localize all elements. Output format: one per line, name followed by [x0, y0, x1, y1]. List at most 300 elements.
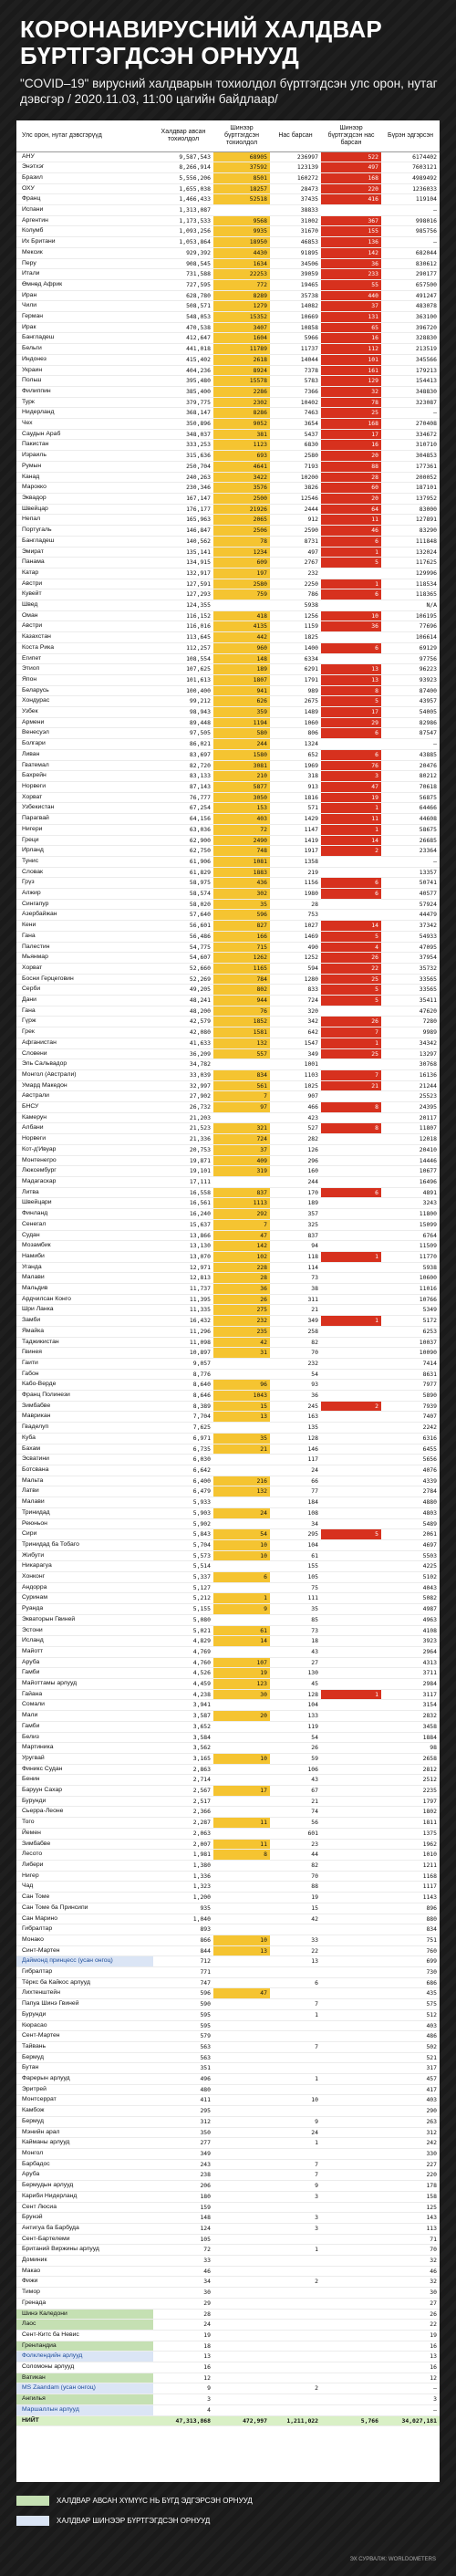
table-row: [16, 985, 440, 996]
cell-recovered: –: [381, 408, 440, 419]
table-row: [16, 579, 440, 589]
cell-cases: 32,997: [153, 1080, 213, 1091]
cell-recovered: 3: [381, 2394, 440, 2405]
cell-new-deaths: [321, 1262, 381, 1273]
cell-new-cases: 20: [213, 1711, 270, 1722]
cell-new-deaths: 20: [321, 494, 381, 505]
cell-recovered: 760: [381, 1945, 440, 1956]
cell-cases: 67,254: [153, 803, 213, 814]
cell-new-cases: 2618: [213, 354, 270, 365]
cell-new-deaths: 36: [321, 621, 381, 632]
cell-country: Итали: [16, 269, 153, 280]
cell-deaths: 163: [270, 1412, 321, 1423]
cell-new-deaths: [321, 1006, 381, 1017]
cell-country: Норвеги: [16, 1134, 153, 1145]
cell-deaths: 2590: [270, 526, 321, 537]
table-row: [16, 536, 440, 547]
cell-recovered: 3923: [381, 1636, 440, 1647]
cell-recovered: 98: [381, 1743, 440, 1754]
cell-recovered: 1211: [381, 1861, 440, 1872]
cell-deaths: 27: [270, 1657, 321, 1668]
table-row: [16, 1924, 440, 1935]
cell-new-cases: [213, 2223, 270, 2234]
table-row: [16, 1775, 440, 1786]
cell-deaths: 295: [270, 1529, 321, 1540]
cell-country: Доминик: [16, 2256, 153, 2267]
table-row: [16, 2052, 440, 2063]
cell-deaths: 111: [270, 1593, 321, 1604]
table-row: [16, 151, 440, 162]
cell-cases: 727,595: [153, 279, 213, 290]
cell-cases: 349: [153, 2148, 213, 2159]
cell-new-deaths: [321, 1882, 381, 1893]
cell-deaths: 105: [270, 1572, 321, 1583]
cell-new-cases: 2580: [213, 579, 270, 589]
cell-new-deaths: [321, 1326, 381, 1337]
table-row: [16, 1903, 440, 1914]
table-row: [16, 2266, 440, 2277]
cell-deaths: 282: [270, 1134, 321, 1145]
cell-deaths: 258: [270, 1326, 321, 1337]
cell-deaths: 3: [270, 2223, 321, 2234]
cell-new-deaths: [321, 1433, 381, 1444]
cell-new-deaths: [321, 1198, 381, 1209]
cell-new-cases: 30: [213, 1689, 270, 1700]
cell-deaths: 245: [270, 1401, 321, 1412]
cell-cases: 496: [153, 2074, 213, 2085]
cell-deaths: 184: [270, 1497, 321, 1508]
cell-new-deaths: 5: [321, 985, 381, 996]
cell-country: Бельги: [16, 344, 153, 355]
cell-deaths: 14044: [270, 354, 321, 365]
table-row: [16, 2245, 440, 2256]
table-row: [16, 2320, 440, 2331]
cell-new-deaths: [321, 1091, 381, 1102]
cell-deaths: 466: [270, 1102, 321, 1113]
cell-new-deaths: [321, 1059, 381, 1070]
cell-new-deaths: 6: [321, 728, 381, 739]
cell-new-cases: [213, 2213, 270, 2224]
cell-new-cases: 4135: [213, 621, 270, 632]
cell-cases: 4,459: [153, 1679, 213, 1690]
cell-recovered: 32: [381, 2277, 440, 2288]
table-row: [16, 1038, 440, 1048]
cell-new-deaths: 4: [321, 942, 381, 953]
cell-recovered: 187101: [381, 483, 440, 494]
cell-cases: 167,147: [153, 494, 213, 505]
cell-country: Руанда: [16, 1604, 153, 1615]
cell-new-deaths: 220: [321, 183, 381, 194]
cell-new-cases: [213, 1112, 270, 1123]
table-row: [16, 867, 440, 878]
table-row: [16, 2159, 440, 2170]
table-row: [16, 1476, 440, 1486]
cell-new-cases: 123: [213, 1679, 270, 1690]
cell-new-cases: 7: [213, 1091, 270, 1102]
cell-new-deaths: [321, 2213, 381, 2224]
cell-new-cases: [213, 2288, 270, 2299]
table-row: [16, 226, 440, 237]
cell-new-deaths: [321, 1614, 381, 1625]
table-row: [16, 1796, 440, 1807]
cell-recovered: 5938: [381, 1262, 440, 1273]
cell-cases: 1,380: [153, 1861, 213, 1872]
cell-new-cases: 107: [213, 1657, 270, 1668]
cell-recovered: 44608: [381, 814, 440, 825]
cell-new-cases: 1043: [213, 1391, 270, 1402]
table-row: [16, 1871, 440, 1882]
cell-deaths: 73: [270, 1625, 321, 1636]
cell-deaths: 7463: [270, 408, 321, 419]
cell-recovered: 83290: [381, 526, 440, 537]
cell-country: Гана: [16, 1006, 153, 1017]
cell-country: Гваделуп: [16, 1423, 153, 1434]
table-row: [16, 600, 440, 611]
cell-new-deaths: 32: [321, 386, 381, 397]
cell-cases: 116,016: [153, 621, 213, 632]
cell-new-cases: 132: [213, 1486, 270, 1497]
cell-country: Непал: [16, 515, 153, 526]
cell-new-cases: [213, 2191, 270, 2202]
table-row: [16, 835, 440, 846]
cell-cases: 595: [153, 2009, 213, 2020]
cell-new-cases: 2500: [213, 494, 270, 505]
total-new-deaths: 5,766: [321, 2415, 381, 2426]
cell-deaths: 33: [270, 1935, 321, 1945]
cell-new-cases: [213, 1967, 270, 1978]
col-header-new-cases: Шинээр бүртгэгдсэн тохиолдол: [213, 120, 270, 151]
cell-deaths: 22: [270, 1945, 321, 1956]
cell-new-deaths: [321, 2084, 381, 2095]
cell-new-cases: 724: [213, 1134, 270, 1145]
cell-deaths: 349: [270, 1048, 321, 1059]
cell-deaths: 23: [270, 1839, 321, 1850]
cell-recovered: 328830: [381, 333, 440, 344]
cell-country: Сан Томе ба Принсипи: [16, 1903, 153, 1914]
cell-recovered: 1375: [381, 1828, 440, 1839]
cell-new-cases: 8501: [213, 172, 270, 183]
cell-new-cases: 3422: [213, 472, 270, 483]
cell-new-deaths: [321, 1828, 381, 1839]
table-row: [16, 1358, 440, 1369]
cell-country: Брунэй: [16, 2213, 153, 2224]
cell-new-cases: [213, 1732, 270, 1743]
cell-deaths: 497: [270, 547, 321, 558]
cell-new-deaths: [321, 1572, 381, 1583]
cell-new-deaths: [321, 1284, 381, 1295]
cell-country: АНУ: [16, 151, 153, 162]
cell-recovered: 4880: [381, 1497, 440, 1508]
cell-cases: 379,775: [153, 397, 213, 408]
cell-new-cases: [213, 1646, 270, 1657]
cell-new-cases: 693: [213, 451, 270, 462]
cell-country: Серби: [16, 985, 153, 996]
cell-new-cases: [213, 1059, 270, 1070]
cell-new-deaths: 8: [321, 1123, 381, 1134]
cell-new-cases: [213, 1455, 270, 1465]
cell-country: Энэтхэг: [16, 162, 153, 173]
table-row: [16, 2362, 440, 2373]
cell-new-deaths: 6: [321, 749, 381, 760]
cell-new-cases: [213, 2373, 270, 2383]
table-row: [16, 2256, 440, 2267]
cell-cases: 148: [153, 2213, 213, 2224]
cell-deaths: 318: [270, 771, 321, 782]
cell-cases: 76,777: [153, 792, 213, 803]
cell-deaths: 21: [270, 1305, 321, 1316]
cell-new-cases: [213, 2202, 270, 2213]
cell-new-cases: 275: [213, 1305, 270, 1316]
cell-new-deaths: [321, 1753, 381, 1764]
cell-cases: 54,607: [153, 953, 213, 964]
cell-country: Сенегал: [16, 1219, 153, 1230]
cell-new-deaths: [321, 1177, 381, 1188]
table-row: [16, 215, 440, 226]
table-row: [16, 1433, 440, 1444]
cell-new-cases: 9935: [213, 226, 270, 237]
cell-cases: 350: [153, 2127, 213, 2138]
table-row: [16, 547, 440, 558]
cell-deaths: 85: [270, 1614, 321, 1625]
cell-cases: 132,917: [153, 568, 213, 579]
cell-country: Антигуа ба Барбуда: [16, 2223, 153, 2234]
cell-country: Франц Полинези: [16, 1391, 153, 1402]
cell-recovered: 30768: [381, 1059, 440, 1070]
table-row: [16, 728, 440, 739]
table-row: [16, 312, 440, 323]
cell-new-cases: [213, 205, 270, 216]
cell-new-deaths: [321, 2138, 381, 2149]
table-row: [16, 1625, 440, 1636]
cell-cases: 176,177: [153, 504, 213, 515]
cell-deaths: 73: [270, 1273, 321, 1284]
cell-cases: 866: [153, 1935, 213, 1945]
cell-new-deaths: 17: [321, 707, 381, 718]
cell-new-cases: 715: [213, 942, 270, 953]
cell-cases: 19,101: [153, 1166, 213, 1177]
cell-recovered: 22: [381, 2320, 440, 2331]
table-row: [16, 771, 440, 782]
cell-new-deaths: 3: [321, 771, 381, 782]
cell-recovered: 521: [381, 2052, 440, 2063]
cell-new-cases: 359: [213, 707, 270, 718]
cell-cases: 159: [153, 2202, 213, 2213]
cell-new-deaths: [321, 1465, 381, 1476]
cell-new-cases: 47: [213, 1988, 270, 1999]
cell-new-deaths: [321, 1518, 381, 1529]
table-row: [16, 931, 440, 942]
table-row: [16, 1764, 440, 1775]
cell-deaths: 28: [270, 899, 321, 910]
cell-deaths: [270, 2404, 321, 2415]
cell-cases: 385,400: [153, 386, 213, 397]
cell-new-cases: [213, 2106, 270, 2117]
cell-cases: 42,080: [153, 1027, 213, 1038]
cell-country: Финланд: [16, 1209, 153, 1220]
table-row: [16, 803, 440, 814]
cell-deaths: 10402: [270, 397, 321, 408]
cell-recovered: 106195: [381, 610, 440, 621]
table-row: [16, 2404, 440, 2415]
legend-swatch-blue: [16, 2516, 49, 2526]
table-row: [16, 2352, 440, 2362]
cell-new-cases: [213, 2298, 270, 2309]
cell-new-deaths: 29: [321, 717, 381, 728]
table-row: [16, 1732, 440, 1743]
cell-new-cases: [213, 2383, 270, 2394]
cell-recovered: –: [381, 856, 440, 867]
covid-table: [16, 120, 440, 2426]
table-row: [16, 1743, 440, 1754]
cell-cases: 348,037: [153, 429, 213, 440]
table-row: [16, 1080, 440, 1091]
cell-deaths: 349: [270, 1316, 321, 1327]
cell-new-deaths: [321, 1807, 381, 1818]
cell-cases: 24: [153, 2320, 213, 2331]
cell-new-cases: [213, 1614, 270, 1625]
cell-deaths: 67: [270, 1786, 321, 1797]
cell-cases: 1,200: [153, 1893, 213, 1903]
cell-deaths: 31002: [270, 215, 321, 226]
table-row: [16, 1305, 440, 1316]
cell-deaths: 38833: [270, 205, 321, 216]
table-row: [16, 2031, 440, 2042]
cell-cases: 58,574: [153, 889, 213, 900]
cell-recovered: 82986: [381, 717, 440, 728]
cell-recovered: 5503: [381, 1550, 440, 1561]
cell-recovered: 12018: [381, 1134, 440, 1145]
cell-cases: 36,209: [153, 1048, 213, 1059]
legend-label-recovered: ХАЛДВАР АВСАН ХҮМҮҮС НЬ БҮГД ЭДГЭРСЭН ОРНУУД: [57, 2496, 253, 2505]
cell-new-cases: 292: [213, 1209, 270, 1220]
table-row: [16, 1604, 440, 1615]
cell-new-cases: [213, 1999, 270, 2010]
cell-deaths: [270, 2148, 321, 2159]
cell-new-deaths: [321, 910, 381, 921]
cell-new-cases: [213, 2084, 270, 2095]
cell-recovered: 40577: [381, 889, 440, 900]
cell-new-deaths: [321, 1850, 381, 1861]
cell-new-deaths: [321, 1646, 381, 1657]
cell-new-cases: 1113: [213, 1198, 270, 1209]
cell-recovered: 457: [381, 2074, 440, 2085]
cell-new-cases: [213, 2277, 270, 2288]
cell-deaths: [270, 2234, 321, 2245]
cell-cases: 16: [153, 2362, 213, 2373]
table-row: [16, 1967, 440, 1978]
cell-cases: 5,212: [153, 1593, 213, 1604]
cell-recovered: 154413: [381, 376, 440, 387]
cell-recovered: 220: [381, 2170, 440, 2181]
total-row: [16, 2415, 440, 2426]
cell-country: Фолклендийн арлууд: [16, 2352, 153, 2362]
cell-new-cases: 8286: [213, 408, 270, 419]
cell-recovered: 83000: [381, 504, 440, 515]
cell-country: Бангладеш: [16, 536, 153, 547]
cell-deaths: 1103: [270, 1069, 321, 1080]
cell-new-cases: [213, 2362, 270, 2373]
table-row: [16, 1027, 440, 1038]
cell-deaths: 21: [270, 1796, 321, 1807]
table-row: [16, 237, 440, 248]
cell-cases: 3,941: [153, 1700, 213, 1711]
table-row: [16, 1155, 440, 1166]
table-row: [16, 878, 440, 889]
cell-new-deaths: 1: [321, 1251, 381, 1262]
cell-deaths: [270, 2394, 321, 2405]
cell-recovered: 2235: [381, 1786, 440, 1797]
table-row: [16, 1198, 440, 1209]
cell-recovered: 10677: [381, 1166, 440, 1177]
cell-recovered: 323087: [381, 397, 440, 408]
cell-deaths: 8731: [270, 536, 321, 547]
cell-new-cases: 941: [213, 685, 270, 696]
cell-country: Тринидад: [16, 1507, 153, 1518]
cell-recovered: 44479: [381, 910, 440, 921]
cell-country: Андорра: [16, 1582, 153, 1593]
cell-deaths: 7: [270, 2041, 321, 2052]
cell-new-cases: [213, 1775, 270, 1786]
cell-new-deaths: [321, 1604, 381, 1615]
cell-recovered: 1962: [381, 1839, 440, 1850]
cell-new-cases: [213, 2052, 270, 2063]
cell-country: БНСУ: [16, 1102, 153, 1113]
cell-country: Суринам: [16, 1593, 153, 1604]
table-row: [16, 2383, 440, 2394]
cell-deaths: 38: [270, 1284, 321, 1295]
cell-cases: 3,652: [153, 1721, 213, 1732]
cell-country: Исланд: [16, 1636, 153, 1647]
data-table-card: [16, 120, 440, 2482]
cell-new-deaths: 26: [321, 953, 381, 964]
cell-country: Нигери: [16, 824, 153, 835]
cell-new-deaths: [321, 1743, 381, 1754]
table-row: [16, 472, 440, 483]
cell-deaths: 44: [270, 1850, 321, 1861]
cell-new-cases: [213, 1582, 270, 1593]
table-row: [16, 247, 440, 258]
cell-recovered: 4339: [381, 1476, 440, 1486]
cell-recovered: 178: [381, 2181, 440, 2192]
cell-new-cases: 837: [213, 1187, 270, 1198]
cell-cases: 1,466,433: [153, 194, 213, 205]
cell-new-deaths: 522: [321, 151, 381, 162]
cell-cases: 412,647: [153, 333, 213, 344]
cell-deaths: 6334: [270, 653, 321, 664]
cell-deaths: 117: [270, 1455, 321, 1465]
cell-recovered: 11770: [381, 1251, 440, 1262]
cell-deaths: 133: [270, 1711, 321, 1722]
cell-country: Кабо-Верде: [16, 1380, 153, 1391]
cell-deaths: 61: [270, 1550, 321, 1561]
cell-country: Коста Рика: [16, 642, 153, 653]
cell-cases: 6,971: [153, 1433, 213, 1444]
cell-new-deaths: [321, 1721, 381, 1732]
cell-deaths: 3: [270, 2213, 321, 2224]
cell-new-deaths: [321, 2234, 381, 2245]
cell-new-deaths: 8: [321, 685, 381, 696]
cell-deaths: 1: [270, 2009, 321, 2020]
cell-recovered: 97756: [381, 653, 440, 664]
cell-deaths: 1147: [270, 824, 321, 835]
table-row: [16, 1818, 440, 1829]
cell-new-deaths: 8: [321, 1102, 381, 1113]
cell-new-cases: [213, 2063, 270, 2074]
cell-recovered: 5349: [381, 1305, 440, 1316]
cell-new-cases: 381: [213, 429, 270, 440]
cell-deaths: 642: [270, 1027, 321, 1038]
table-row: [16, 921, 440, 932]
